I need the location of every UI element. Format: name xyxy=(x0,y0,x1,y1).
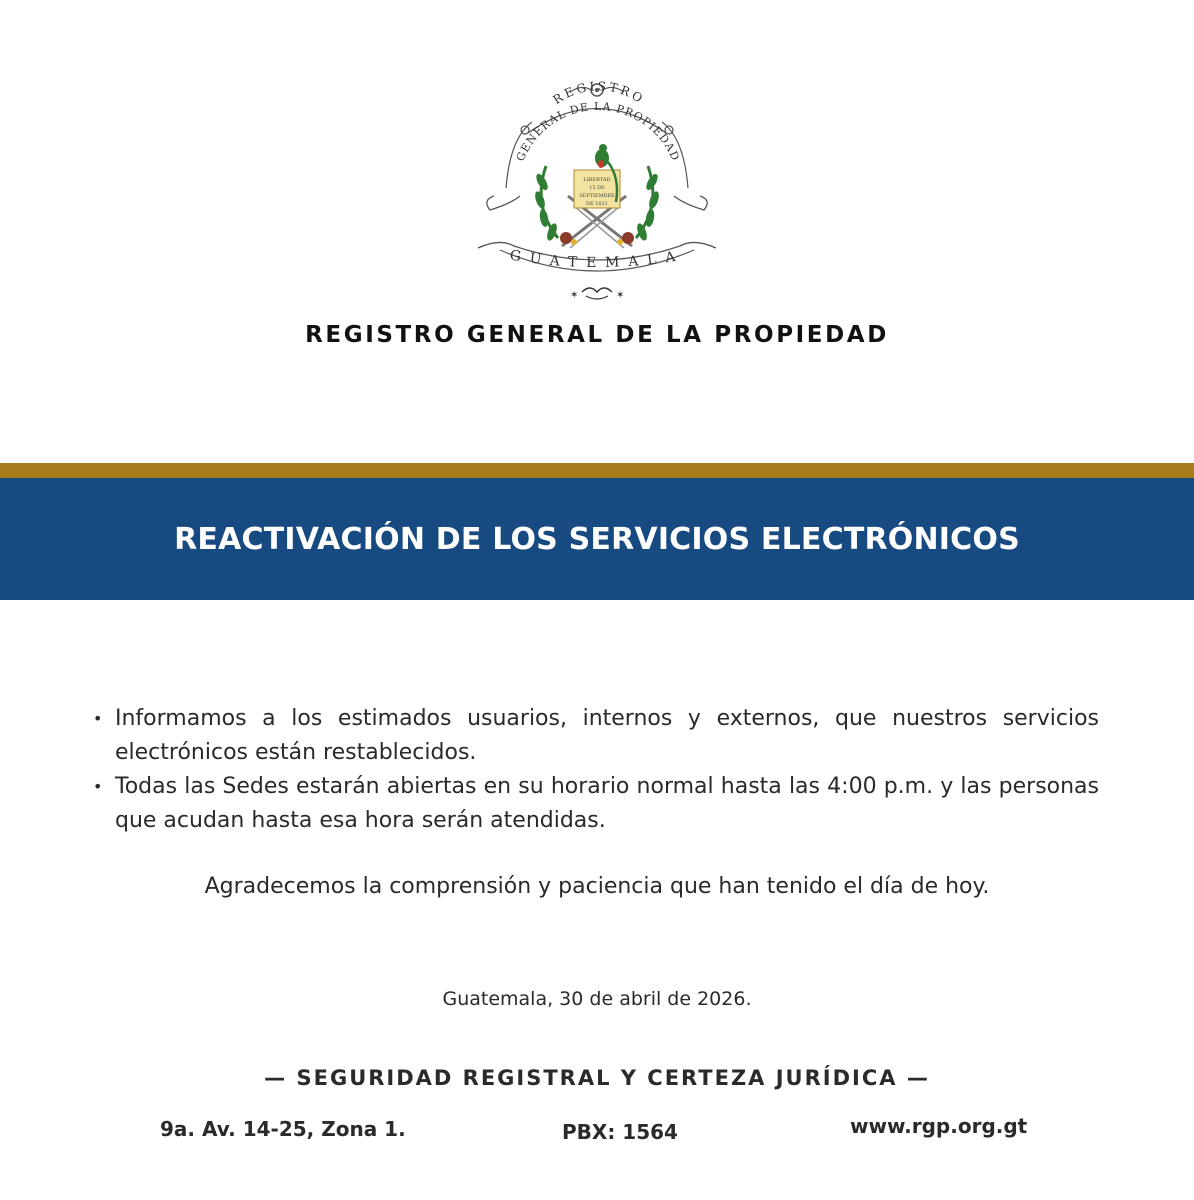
date-line: Guatemala, 30 de abril de 2026. xyxy=(442,988,752,1010)
notice-text: Informamos a los estimados usuarios, internos y externos, que nuestros servicios electrónicos están restablecidos. xyxy=(115,706,1099,765)
motto: — SEGURIDAD REGISTRAL Y CERTEZA JURÍDICA — xyxy=(264,1066,930,1090)
svg-text:GUATEMALA: GUATEMALA xyxy=(508,247,686,272)
svg-text:✶: ✶ xyxy=(616,290,625,301)
liberty-scroll-icon xyxy=(574,170,620,208)
rgp-seal-logo xyxy=(470,78,724,318)
address: 9a. Av. 14-25, Zona 1. xyxy=(160,1117,406,1141)
notice-list xyxy=(93,702,1099,838)
notice-text: Todas las Sedes estarán abiertas en su horario normal hasta las 4:00 p.m. y las personas que acudan hasta esa hora serán atendidas. xyxy=(115,774,1099,833)
thanks-message: Agradecemos la comprensión y paciencia que han tenido el día de hoy. xyxy=(204,874,990,899)
svg-text:✶: ✶ xyxy=(570,290,579,301)
svg-text:15 DE: 15 DE xyxy=(589,185,605,191)
list-item xyxy=(93,702,1099,770)
svg-text:LIBERTAD: LIBERTAD xyxy=(583,177,611,183)
svg-text:REGISTRO: REGISTRO xyxy=(550,79,648,107)
svg-text:GENERAL DE LA PROPIEDAD: GENERAL DE LA PROPIEDAD xyxy=(513,99,683,164)
svg-text:DE 1821: DE 1821 xyxy=(586,201,608,207)
bullet-icon: • xyxy=(93,777,103,796)
notice-title: REACTIVACIÓN DE LOS SERVICIOS ELECTRÓNICOS xyxy=(174,521,1020,557)
gold-stripe xyxy=(0,463,1194,478)
svg-text:SEPTIEMBRE: SEPTIEMBRE xyxy=(579,193,615,199)
bottom-ornament-icon xyxy=(570,288,624,301)
phone-number: PBX: 1564 xyxy=(562,1120,678,1144)
title-banner xyxy=(0,478,1194,600)
list-item xyxy=(93,770,1099,838)
guatemala-ribbon xyxy=(478,242,716,271)
bullet-icon: • xyxy=(93,709,103,728)
organization-name: REGISTRO GENERAL DE LA PROPIEDAD xyxy=(305,322,889,348)
website-link[interactable]: www.rgp.org.gt xyxy=(850,1114,1028,1138)
